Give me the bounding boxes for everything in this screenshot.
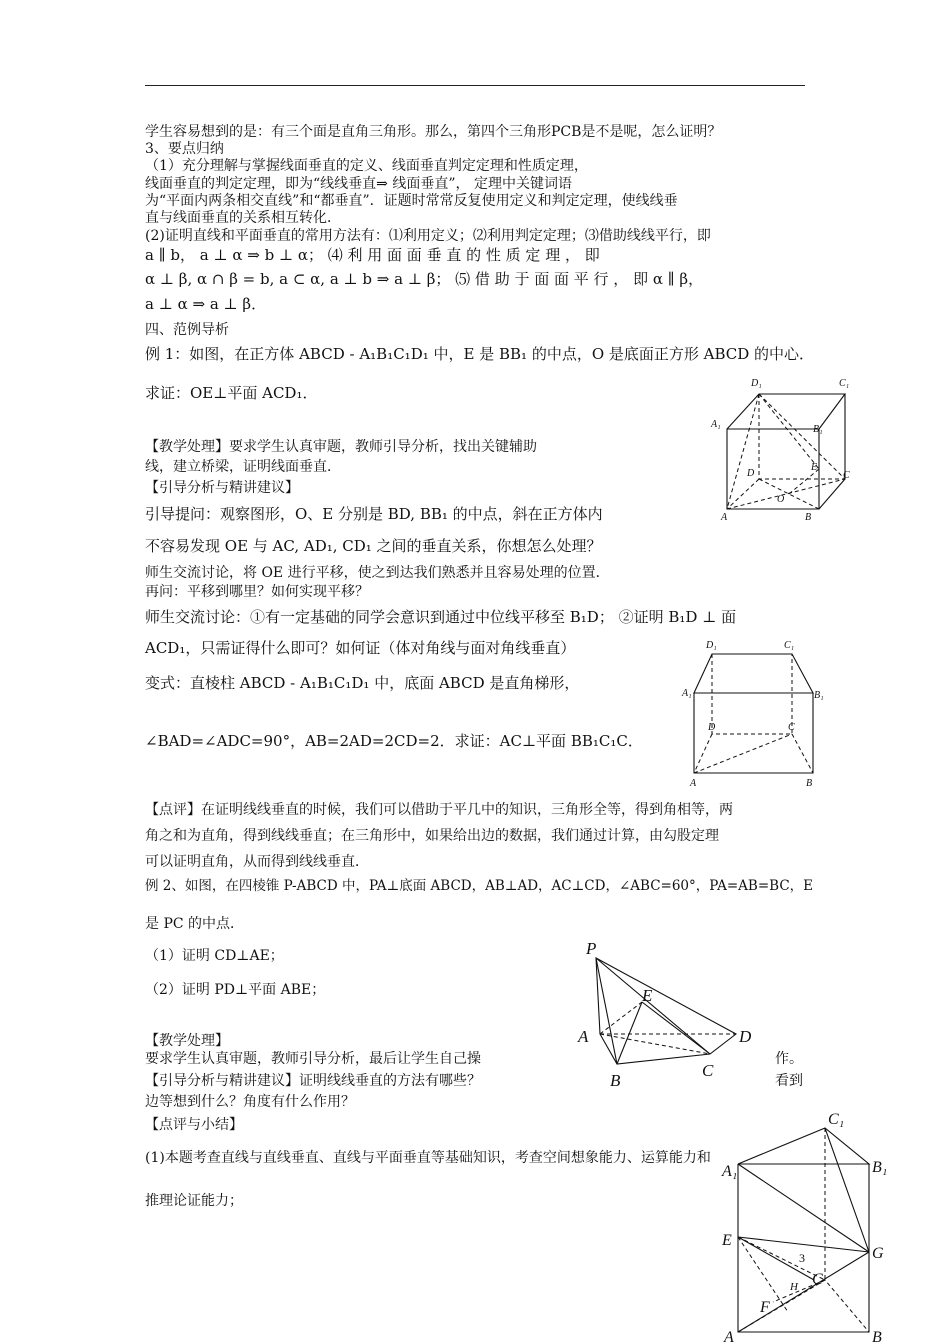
text-line: 不容易发现 OE 与 AC, AD₁, CD₁ 之间的垂直关系，你想怎么处理？ [145,537,602,555]
text-line: 角之和为直角，得到线线垂直；在三角形中，如果给出边的数据，我们通过计算，由勾股定理 [145,828,719,844]
label-A1: A₁ [682,688,692,699]
label-C1: C₁ [828,1111,845,1128]
label-D: D [747,468,755,479]
label-A: A [578,1027,589,1046]
text-line: 作。 [775,1051,803,1067]
example-1-statement: 例 1：如图，在正方体 ABCD - A₁B₁C₁D₁ 中，E 是 BB₁ 的中点，O 是底面正方形 ABCD 的中心． [145,345,815,363]
text-line: 看到 [775,1073,803,1089]
label-C: C [788,722,795,733]
text-line: 是 PC 的中点． [145,916,245,932]
text-line: 再问：平移到哪里？如何实现平移？ [145,584,369,600]
label-A: A [721,512,728,523]
label-G: G [872,1245,884,1262]
text-line: 推理论证能力； [145,1193,243,1209]
label-B1: B₁ [872,1159,888,1176]
label-O: O [777,494,785,505]
text-line: 【教学处理】要求学生认真审题，教师引导分析，找出关键辅助 [145,439,537,455]
question-2: （2）证明 PD⊥平面 ABE； [145,982,326,998]
label-D1: D₁ [751,378,762,389]
text-line: （1）充分理解与掌握线面垂直的定义、线面垂直判定定理和性质定理， [145,158,588,174]
text-line: 可以证明直角，从而得到线线垂直． [145,854,369,870]
math-line: a ⊥ α ⇒ a ⊥ β． [145,295,267,313]
label-B: B [805,512,812,523]
label-D: D [739,1027,752,1046]
text-line: 【引导分析与精讲建议】证明线线垂直的方法有哪些？ [145,1073,481,1089]
label-A1: A₁ [711,419,721,430]
text-line: 师生交流讨论，将 OE 进行平移，使之到达我们熟悉并且容易处理的位置． [145,565,610,581]
variant-statement: 变式：直棱柱 ABCD - A₁B₁C₁D₁ 中，底面 ABCD 是直角梯形， [145,674,580,692]
text-line: 【点评】在证明线线垂直的时候，我们可以借助于平几中的知识，三角形全等，得到角相等，两 [145,802,733,818]
text-line: 要求学生认真审题，教师引导分析，最后让学生自己操 [145,1051,481,1067]
figure-pyramid [572,932,762,1094]
label-D: D [708,722,716,733]
text-line: ACD₁，只需证得什么即可？如何证（体对角线与面对角线垂直） [145,639,576,657]
label-E: E [811,462,818,473]
text-line: 线，建立桥梁，证明线面垂直． [145,459,341,475]
figure-triangular-prism [718,1102,900,1344]
label-E: E [642,986,653,1005]
text-line: (2)证明直线和平面垂直的常用方法有：⑴利用定义；⑵利用判定定理；⑶借助线线平行，即 [145,228,711,244]
text-line: 学生容易想到的是：有三个面是直角三角形。那么，第四个三角形PCB是不是呢，怎么证明？ [145,124,722,140]
text-line: 【引导分析与精讲建议】 [145,480,299,496]
text-line: 线面垂直的判定定理，即为“线线垂直⇒ 线面垂直”， 定理中关键词语 [145,176,572,192]
label-B: B [610,1071,621,1090]
label-E: E [722,1232,732,1249]
header-rule [145,85,805,86]
label-B1: B₁ [814,690,824,701]
label-A1: A₁ [722,1163,738,1180]
question-1: （1）证明 CD⊥AE； [145,948,284,964]
text-line: 【点评与小结】 [145,1117,243,1133]
label-C: C [812,1271,823,1288]
label-P: P [586,939,597,958]
label-C1: C₁ [839,378,850,389]
label-A: A [724,1329,734,1344]
text-line: (1)本题考查直线与直线垂直、直线与平面垂直等基础知识，考查空间想象能力、运算能力和 [145,1150,711,1166]
text-line: 3、要点归纳 [145,141,224,157]
text-line: 师生交流讨论：①有一定基础的同学会意识到通过中位线平移至 B₁D； ②证明 B₁D ⊥ 面 [145,608,737,626]
text-line: 引导提问：观察图形，O、E 分别是 BD, BB₁ 的中点，斜在正方体内 [145,505,603,523]
math-line: a ∥ b， a ⊥ α ⇒ b ⊥ α； ⑷ 利 用 面 面 垂 直 的 性 质 定 理 ， 即 [145,246,600,264]
text-line: 为“平面内两条相交直线”和“都垂直”．证题时常常反复使用定义和判定定理，使线线垂 [145,193,678,209]
section-heading: 四、范例导析 [145,322,229,338]
text-line: 边等想到什么？角度有什么作用？ [145,1094,355,1110]
figure-cube [705,372,865,524]
label-B: B [806,778,813,789]
label-C: C [702,1061,714,1080]
label-B: B [872,1329,882,1344]
label-3: 3 [799,1251,805,1265]
text-line: 直与线面垂直的关系相互转化． [145,210,341,226]
label-A: A [690,778,697,789]
text-line: 【教学处理】 [145,1033,229,1049]
label-D1: D₁ [706,640,717,651]
label-B1: B₁ [813,424,823,435]
math-line: α ⊥ β, α ∩ β = b, a ⊂ α, a ⊥ b ⇒ a ⊥ β； ⑸ 借 助 于 面 面 平 行 ， 即 α ∥ β， [145,270,704,288]
label-C: C [843,470,850,481]
label-H: H [790,1281,798,1293]
variant-condition: ∠BAD=∠ADC=90°，AB=2AD=2CD=2．求证：AC⊥平面 BB₁C₁C． [145,732,643,750]
example-1-proof-goal: 求证：OE⊥平面 ACD₁． [145,384,318,402]
figure-trapezoid-prism [682,636,832,792]
label-F: F [760,1299,770,1316]
example-2-statement: 例 2、如图，在四棱锥 P-ABCD 中，PA⊥底面 ABCD，AB⊥AD，AC⊥CD，∠ABC=60°，PA=AB=BC，E [145,878,814,894]
label-C1: C₁ [784,640,795,651]
